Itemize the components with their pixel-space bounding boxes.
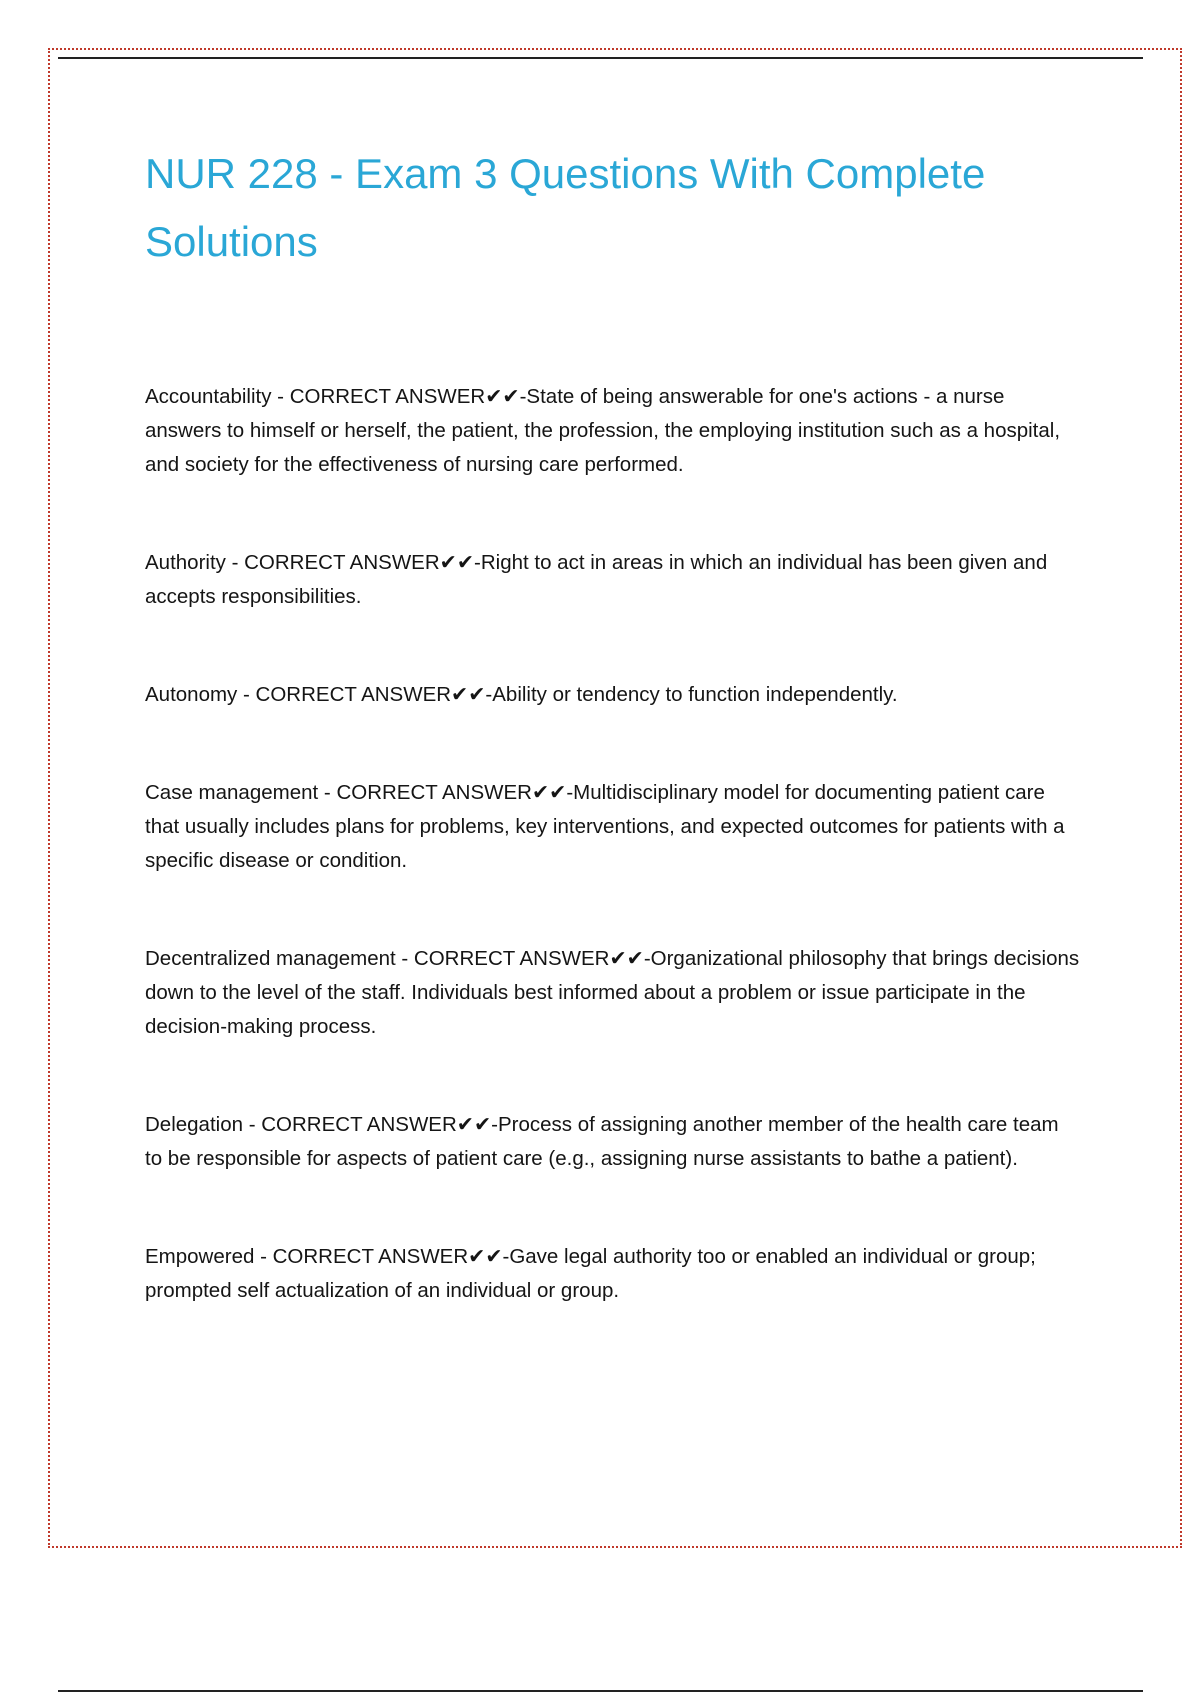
entry-definition: -State of being answerable for one's actions - a nurse answers to himself or herself, the patient, the profession, the employing institution such as a hospital, and society for the effectiveness of nursing care performed.: [145, 385, 1061, 476]
entry-term: Decentralized management: [145, 947, 396, 970]
entry-delegation: [145, 1108, 1080, 1176]
term-separator: -: [237, 683, 256, 706]
entry-decentralized-management: [145, 942, 1080, 1044]
term-separator: -: [395, 947, 414, 970]
term-separator: -: [318, 781, 337, 804]
term-separator: -: [225, 551, 245, 574]
document-title: NUR 228 - Exam 3 Questions With Complete Solutions: [145, 150, 986, 265]
correct-answer-marker: CORRECT ANSWER✔✔: [244, 551, 475, 574]
entry-accountability: [145, 380, 1080, 482]
term-separator: -: [271, 385, 290, 408]
term-separator: -: [254, 1245, 273, 1268]
entry-term: Autonomy: [145, 683, 238, 706]
entry-definition: -Multidisciplinary model for documenting patient care that usually includes plans for problems, key interventions, and expected outcomes for patients with a specific disease or condition.: [145, 781, 1065, 872]
entry-term: Empowered: [145, 1245, 255, 1268]
correct-answer-marker: CORRECT ANSWER✔✔: [272, 1245, 503, 1268]
entry-autonomy: [145, 678, 1080, 712]
entry-definition: -Process of assigning another member of the health care team to be responsible for aspects of patient care (e.g., assigning nurse assistants to bathe a patient).: [145, 1113, 1059, 1170]
entries-list: [145, 380, 1080, 1308]
entry-definition: -Organizational philosophy that brings decisions down to the level of the staff. Individuals best informed about a problem or issue participate in the decision-making process.: [145, 947, 1080, 1038]
entry-term: Delegation: [145, 1113, 244, 1136]
entry-empowered: [145, 1240, 1080, 1308]
correct-answer-marker: CORRECT ANSWER✔✔: [413, 947, 644, 970]
entry-definition: -Ability or tendency to function independently.: [485, 683, 898, 706]
bottom-rule: [58, 1690, 1143, 1692]
correct-answer-marker: CORRECT ANSWER✔✔: [261, 1113, 492, 1136]
correct-answer-marker: CORRECT ANSWER✔✔: [336, 781, 567, 804]
entry-term: Accountability: [145, 385, 272, 408]
entry-definition: -Right to act in areas in which an individual has been given and accepts responsibilities.: [145, 551, 1048, 608]
top-rule: [58, 57, 1143, 59]
term-separator: -: [243, 1113, 262, 1136]
entry-authority: [145, 546, 1080, 614]
entry-definition: -Gave legal authority too or enabled an individual or group; prompted self actualization of an individual or group.: [145, 1245, 1036, 1302]
correct-answer-marker: CORRECT ANSWER✔✔: [289, 385, 520, 408]
correct-answer-marker: CORRECT ANSWER✔✔: [255, 683, 486, 706]
entry-term: Authority: [145, 551, 226, 574]
entry-case-management: [145, 776, 1080, 878]
entry-term: Case management: [145, 781, 319, 804]
